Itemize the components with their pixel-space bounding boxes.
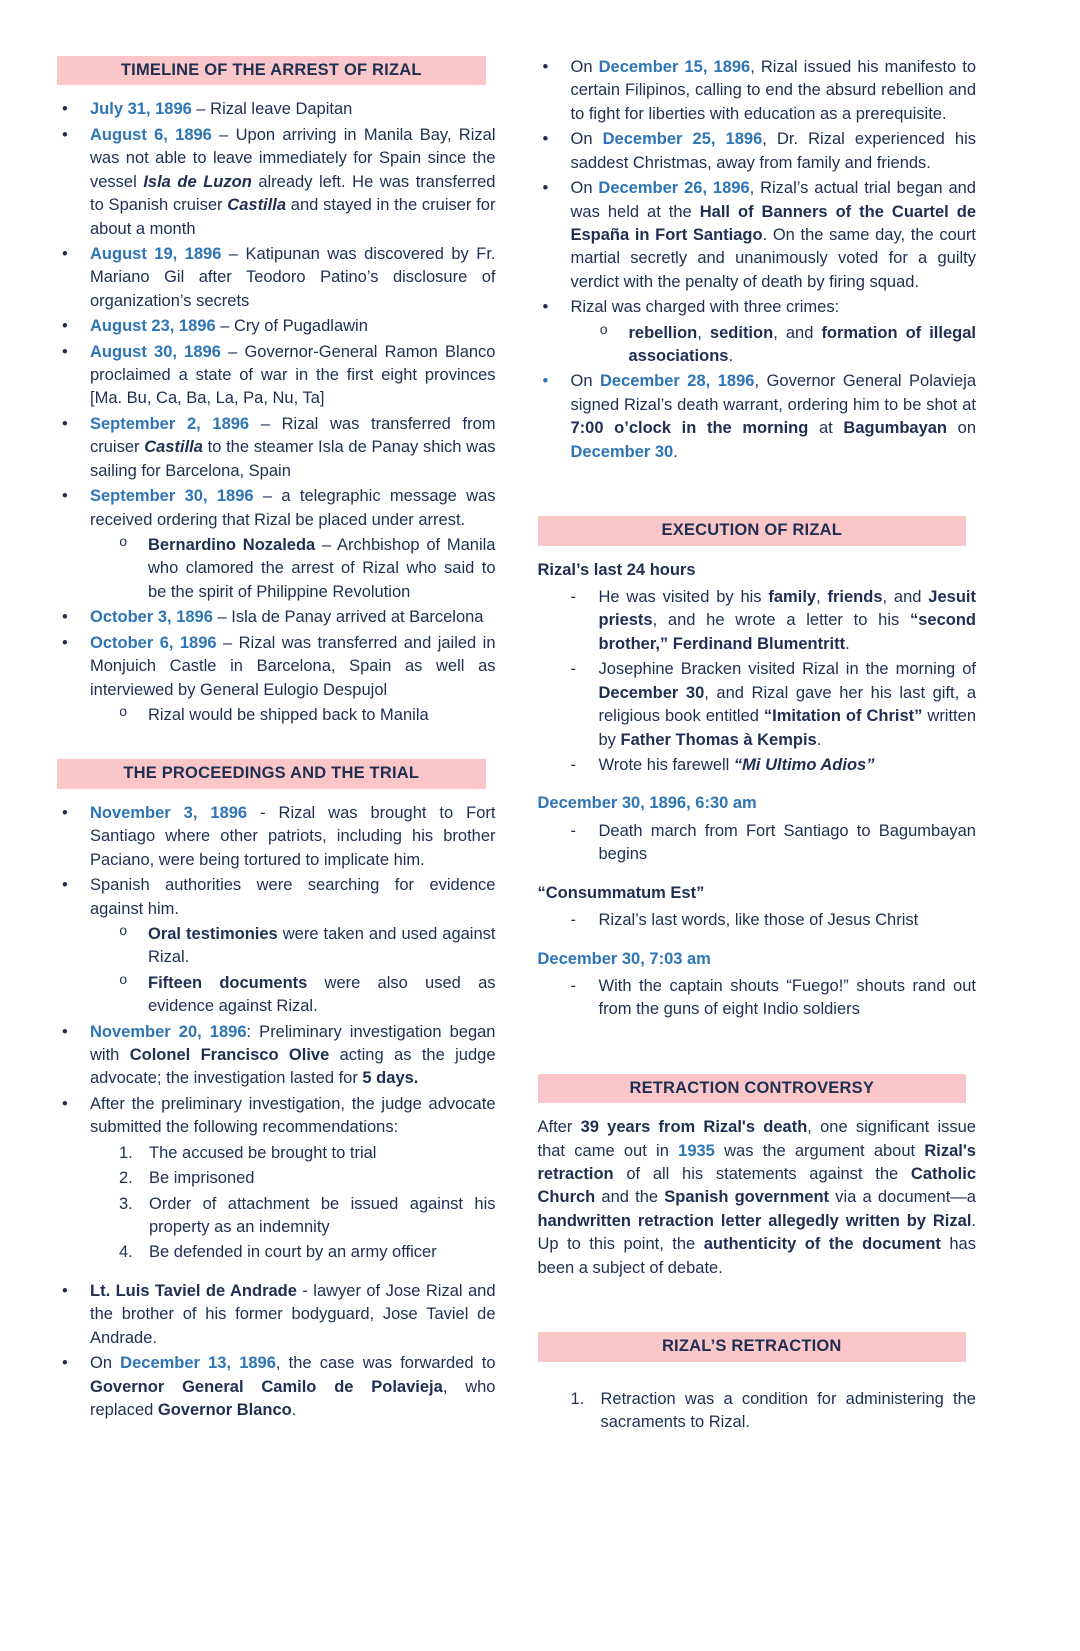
- list-marker: •: [62, 633, 68, 652]
- spacer: [538, 779, 977, 792]
- list-marker: •: [62, 125, 68, 144]
- bullet-item: [538, 128, 977, 175]
- list-marker: •: [542, 298, 549, 317]
- text-run: 5 days.: [362, 1069, 419, 1088]
- date-text: September 2, 1896: [90, 414, 250, 433]
- text-run: .: [816, 730, 822, 749]
- text-run: of all his statements against the: [613, 1165, 911, 1184]
- text-run: already left. He was transferred to Spanish cruiser: [90, 172, 496, 215]
- text-run: , the case was forwarded to: [275, 1354, 496, 1373]
- bullet-item: [57, 606, 496, 629]
- list-item-text: [148, 923, 496, 970]
- list-marker: •: [62, 1022, 68, 1041]
- text-run: – a telegraphic message was received ordering that Rizal be placed under arrest.: [90, 487, 496, 529]
- list-marker: •: [62, 317, 68, 336]
- list-item-text: [571, 56, 977, 126]
- list-item-text: [571, 296, 977, 319]
- date-text: December 25, 1896: [602, 130, 763, 149]
- text-run: on: [947, 419, 977, 438]
- text-run: written by: [598, 707, 976, 749]
- text-run: On: [570, 179, 599, 198]
- text-run: .: [291, 1400, 297, 1419]
- text-run: .: [845, 634, 850, 653]
- bullet-item: [57, 1093, 496, 1140]
- list-marker: o: [119, 972, 128, 989]
- list-item-text: [149, 1193, 496, 1240]
- text-run: friends: [827, 588, 883, 607]
- bullet-item: [57, 98, 496, 121]
- text-run: , Governor General Polavieja signed Rizal’s death warrant, ordering him to be shot at: [570, 372, 976, 414]
- text-run: sedition: [709, 323, 774, 342]
- text-run: to the steamer Isla de Panay shich was sailing for Barcelona, Spain: [90, 438, 496, 480]
- right-column: [538, 56, 977, 1621]
- date-text: November 20, 1896: [90, 1022, 247, 1041]
- list-marker: o: [599, 322, 608, 339]
- list-item-text: [149, 1241, 496, 1264]
- paragraph: [538, 1116, 977, 1280]
- list-item-text: [90, 98, 496, 121]
- text-run: “Mi Ultimo Adios”: [733, 755, 875, 774]
- text-run: Father Thomas à Kempis: [620, 730, 817, 749]
- text-run: – Isla de Panay arrived at Barcelona: [212, 608, 484, 627]
- text-run: , and Rizal gave her his last gift, a religious book entitled: [598, 683, 976, 726]
- text-run: Catholic Church: [537, 1165, 976, 1207]
- text-run: , Dr. Rizal experienced his saddest Christmas, away from family and friends.: [570, 130, 976, 172]
- text-run: “Consummatum Est”: [537, 883, 705, 902]
- date-text: July 31, 1896: [90, 100, 192, 119]
- sub-bullet-item: [57, 704, 496, 727]
- numbered-item: [57, 1142, 496, 1165]
- list-item-text: [571, 128, 977, 175]
- spacer: [538, 466, 977, 516]
- list-marker: •: [62, 1094, 68, 1113]
- list-item-text: [629, 322, 977, 369]
- list-marker: •: [62, 876, 68, 895]
- list-marker: 2.: [119, 1169, 133, 1188]
- date-text: August 30, 1896: [90, 342, 221, 361]
- text-run: December 30: [598, 683, 705, 702]
- list-marker: o: [119, 923, 128, 940]
- date-text: November 3, 1896: [90, 803, 248, 822]
- list-item-text: [149, 1142, 496, 1165]
- list-item-text: [571, 370, 977, 464]
- list-item-text: [90, 413, 496, 483]
- text-run: acting as the judge advocate; the investigation lasted for: [90, 1046, 496, 1088]
- bullet-item: [57, 1352, 496, 1422]
- bullet-item: [538, 296, 977, 319]
- date-text: December 26, 1896: [598, 179, 750, 198]
- list-marker: •: [62, 608, 68, 627]
- bullet-item: [57, 874, 496, 921]
- text-run: - Rizal was brought to Fort Santiago where other patriots, including his brother Paciano, were being tortured to implicate him.: [90, 803, 496, 869]
- bullet-item: [57, 124, 496, 241]
- text-run: Josephine Bracken visited Rizal in the morning of: [598, 660, 976, 679]
- bullet-item: [57, 802, 496, 872]
- text-run: On: [570, 130, 603, 149]
- date-text: October 3, 1896: [90, 608, 213, 627]
- text-run: Order of attachment be issued against his property as an indemnity: [149, 1194, 496, 1236]
- numbered-item: [57, 1193, 496, 1240]
- date-text: September 30, 1896: [90, 487, 254, 506]
- sub-bullet-item: [57, 923, 496, 970]
- text-run: He was visited by his: [598, 588, 769, 607]
- spacer: [57, 729, 496, 759]
- text-run: Rizal's retraction: [537, 1141, 976, 1184]
- text-run: After: [537, 1118, 581, 1137]
- list-item-text: [90, 1021, 496, 1091]
- list-item-text: [599, 909, 977, 932]
- text-run: – Rizal was transferred and jailed in Monjuich Castle in Barcelona, Spain as well as interviewed by General Eulogio Despujol: [90, 633, 496, 699]
- list-item-text: [148, 704, 496, 727]
- bullet-item: [57, 413, 496, 483]
- list-marker: 3.: [119, 1194, 133, 1213]
- list-marker: •: [62, 414, 68, 433]
- text-run: – Upon arriving in Manila Bay, Rizal was not able to leave immediately for Spain since the vessel: [90, 125, 496, 191]
- text-run: . On the same day, the court martial secretly and unanimously voted for a guilty verdict with the penalty of death by firing squad.: [570, 225, 977, 291]
- list-marker: o: [119, 535, 128, 552]
- text-run: Be imprisoned: [149, 1169, 255, 1188]
- dash-item: [538, 658, 977, 752]
- date-text: August 6, 1896: [90, 125, 212, 144]
- text-run: Governor General Camilo de Polavieja: [90, 1377, 443, 1396]
- text-run: , Rizal’s actual trial began and was held at the: [570, 179, 976, 221]
- list-item-text: [601, 1388, 977, 1435]
- text-run: Spanish authorities were searching for evidence against him.: [90, 876, 496, 918]
- bullet-item: [538, 370, 977, 464]
- list-item-text: [148, 534, 496, 604]
- text-run: , Rizal issued his manifesto to certain Filipinos, calling to end the absurd rebellion and to fight for liberties with education as a prerequisite.: [570, 58, 976, 123]
- numbered-item: [538, 1388, 977, 1435]
- section-header: TIMELINE OF THE ARREST OF RIZAL: [57, 56, 486, 85]
- text-run: , and: [773, 323, 822, 342]
- text-run: .: [673, 442, 678, 461]
- text-run: at: [808, 419, 844, 438]
- list-marker: •: [542, 130, 549, 149]
- list-marker: o: [119, 704, 128, 721]
- text-run: – Archbishop of Manila who clamored the arrest of Rizal who said to be the spirit of Philippine Revolution: [148, 536, 496, 601]
- text-run: Jesuit priests: [598, 588, 976, 630]
- text-run: “second brother,” Ferdinand Blumentritt: [598, 611, 976, 653]
- heading-line: [538, 948, 977, 971]
- text-run: Rizal was charged with three crimes:: [570, 298, 840, 317]
- list-item-text: [599, 975, 977, 1022]
- list-marker: •: [542, 179, 549, 198]
- text-run: – Governor-General Ramon Blanco proclaimed a state of war in the first eight provinces [Ma. Bu, Ca, Ba, La, Pa, Nu, Ta]: [90, 342, 496, 408]
- list-item-text: [90, 606, 496, 629]
- list-marker: -: [570, 755, 576, 774]
- text-run: Spanish government: [664, 1188, 830, 1207]
- list-item-text: [148, 972, 496, 1019]
- list-item-text: [90, 315, 496, 338]
- text-run: On: [570, 58, 599, 76]
- text-run: – Rizal leave Dapitan: [191, 100, 353, 119]
- text-run: “Imitation of Christ”: [763, 707, 923, 726]
- text-run: – Katipunan was discovered by Fr. Mariano Gil after Teodoro Patino’s disclosure of organization’s secrets: [90, 244, 496, 310]
- list-item-text: [90, 632, 496, 702]
- text-run: Hall of Banners of the Cuartel de España in Fort Santiago: [570, 202, 976, 244]
- text-run: formation of illegal associations: [628, 323, 976, 366]
- text-run: Rizal would be shipped back to Manila: [148, 705, 429, 724]
- text-run: 7:00 o’clock in the morning: [570, 419, 809, 438]
- section-header: RIZAL’S RETRACTION: [538, 1332, 967, 1361]
- text-run: : Preliminary investigation began with: [90, 1022, 496, 1065]
- text-run: were taken and used against Rizal.: [148, 924, 496, 967]
- text-run: and stayed in the cruiser for about a month: [90, 196, 496, 238]
- date-text: December 13, 1896: [120, 1354, 276, 1373]
- list-item-text: [90, 802, 496, 872]
- text-run: Governor Blanco: [157, 1400, 292, 1419]
- text-run: On: [90, 1354, 121, 1373]
- date-text: August 23, 1896: [90, 317, 216, 336]
- text-run: Rizal’s last words, like those of Jesus Christ: [598, 911, 919, 930]
- list-marker: 1.: [119, 1143, 133, 1162]
- spacer: [538, 1282, 977, 1332]
- list-item-text: [149, 1167, 496, 1190]
- list-marker: •: [542, 58, 549, 76]
- list-item-text: [571, 177, 977, 294]
- list-marker: -: [570, 821, 576, 840]
- bullet-item: [57, 1021, 496, 1091]
- list-marker: -: [570, 660, 576, 679]
- list-marker: 4.: [119, 1243, 133, 1262]
- list-item-text: [90, 1352, 496, 1422]
- dash-item: [538, 586, 977, 656]
- text-run: Bernardino Nozaleda: [148, 536, 316, 555]
- list-item-text: [599, 586, 977, 656]
- dash-item: [538, 754, 977, 777]
- heading-line: [538, 792, 977, 815]
- date-text: December 30: [570, 442, 674, 461]
- spacer: [538, 935, 977, 948]
- list-marker: •: [62, 487, 68, 506]
- text-run: and the: [595, 1188, 665, 1207]
- text-run: . Up to this point, the: [537, 1211, 976, 1254]
- spacer: [57, 1267, 496, 1280]
- text-run: was the argument about: [714, 1141, 925, 1160]
- text-run: Death march from Fort Santiago to Bagumbayan begins: [598, 821, 976, 864]
- text-run: Castilla: [227, 196, 286, 215]
- list-item-text: [599, 820, 977, 867]
- text-run: , and: [882, 588, 929, 607]
- sub-bullet-item: [57, 972, 496, 1019]
- bullet-item: [57, 632, 496, 702]
- text-run: Be defended in court by an army officer: [149, 1243, 437, 1262]
- bullet-item: [538, 177, 977, 294]
- text-run: Rizal’s last 24 hours: [537, 560, 696, 579]
- text-run: Wrote his farewell: [598, 755, 734, 774]
- spacer: [538, 1375, 977, 1388]
- list-marker: 1.: [570, 1389, 585, 1408]
- text-run: has been a subject of debate.: [537, 1235, 976, 1277]
- spacer: [538, 1024, 977, 1074]
- text-run: authenticity of the document: [703, 1235, 941, 1254]
- date-text: August 19, 1896: [90, 244, 222, 263]
- text-run: – Cry of Pugadlawin: [215, 317, 368, 336]
- text-run: Bagumbayan: [843, 419, 948, 438]
- date-text: October 6, 1896: [90, 633, 217, 652]
- sub-bullet-item: [538, 322, 977, 369]
- bullet-item: [538, 56, 977, 126]
- heading-line: [538, 559, 977, 582]
- text-run: Retraction was a condition for administering the sacraments to Rizal.: [600, 1389, 976, 1431]
- section-header: RETRACTION CONTROVERSY: [538, 1074, 967, 1103]
- text-run: Isla de Luzon: [143, 172, 252, 191]
- list-item-text: [599, 754, 977, 777]
- text-run: , and he wrote a letter to his: [652, 611, 910, 630]
- text-run: 39 years from Rizal's death: [580, 1118, 808, 1137]
- date-text: December 15, 1896: [598, 58, 751, 76]
- date-text: December 30, 7:03 am: [537, 949, 711, 968]
- list-item-text: [90, 485, 496, 532]
- text-run: With the captain shouts “Fuego!” shouts rand out from the guns of eight Indio soldiers: [598, 976, 976, 1019]
- spacer: [538, 869, 977, 882]
- list-item-text: [599, 658, 977, 752]
- text-run: ,: [816, 588, 828, 607]
- list-item-text: [90, 874, 496, 921]
- section-header: EXECUTION OF RIZAL: [538, 516, 967, 545]
- text-run: Lt. Luis Taviel de Andrade: [90, 1281, 297, 1300]
- date-text: 1935: [678, 1141, 715, 1160]
- text-run: rebellion: [628, 323, 698, 342]
- text-run: After the preliminary investigation, the judge advocate submitted the following recommendations:: [90, 1094, 496, 1137]
- list-marker: •: [62, 100, 68, 119]
- text-run: Castilla: [144, 438, 203, 457]
- text-run: were also used as evidence against Rizal.: [148, 973, 496, 1016]
- date-text: December 28, 1896: [600, 372, 755, 391]
- dash-item: [538, 909, 977, 932]
- list-marker: -: [570, 911, 576, 930]
- left-column: [57, 56, 496, 1621]
- list-marker: •: [542, 372, 549, 391]
- text-run: Fifteen documents: [148, 973, 308, 992]
- dash-item: [538, 975, 977, 1022]
- bullet-item: [57, 485, 496, 532]
- list-marker: •: [62, 1354, 68, 1373]
- bullet-item: [57, 243, 496, 313]
- text-run: handwritten retraction letter allegedly written by Rizal: [537, 1211, 972, 1230]
- text-run: On: [570, 372, 601, 391]
- bullet-item: [57, 1280, 496, 1350]
- text-run: , who replaced: [90, 1377, 496, 1419]
- numbered-item: [57, 1241, 496, 1264]
- list-item-text: [90, 341, 496, 411]
- list-marker: -: [570, 588, 576, 607]
- sub-bullet-item: [57, 534, 496, 604]
- text-run: via a document—a: [829, 1188, 976, 1207]
- list-marker: -: [570, 976, 576, 995]
- list-marker: •: [62, 244, 68, 263]
- dash-item: [538, 820, 977, 867]
- text-run: Oral testimonies: [148, 924, 278, 943]
- text-run: - lawyer of Jose Rizal and the brother of his former bodyguard, Jose Taviel de Andrade.: [90, 1281, 496, 1347]
- text-run: – Rizal was transferred from cruiser: [90, 414, 496, 457]
- list-item-text: [90, 124, 496, 241]
- heading-line: [538, 882, 977, 905]
- text-run: .: [728, 347, 734, 366]
- text-run: family: [768, 588, 817, 607]
- list-marker: •: [62, 342, 68, 361]
- list-item-text: [90, 1280, 496, 1350]
- bullet-item: [57, 341, 496, 411]
- list-item-text: [90, 243, 496, 313]
- text-run: , one significant issue that came out in: [537, 1118, 976, 1160]
- text-run: ,: [697, 323, 710, 342]
- numbered-item: [57, 1167, 496, 1190]
- section-header: THE PROCEEDINGS AND THE TRIAL: [57, 759, 486, 788]
- list-item-text: [90, 1093, 496, 1140]
- list-marker: •: [62, 1281, 68, 1300]
- text-run: Colonel Francisco Olive: [129, 1046, 330, 1065]
- list-marker: •: [62, 803, 68, 822]
- text-run: The accused be brought to trial: [149, 1143, 377, 1162]
- bullet-item: [57, 315, 496, 338]
- date-text: December 30, 1896, 6:30 am: [537, 794, 757, 813]
